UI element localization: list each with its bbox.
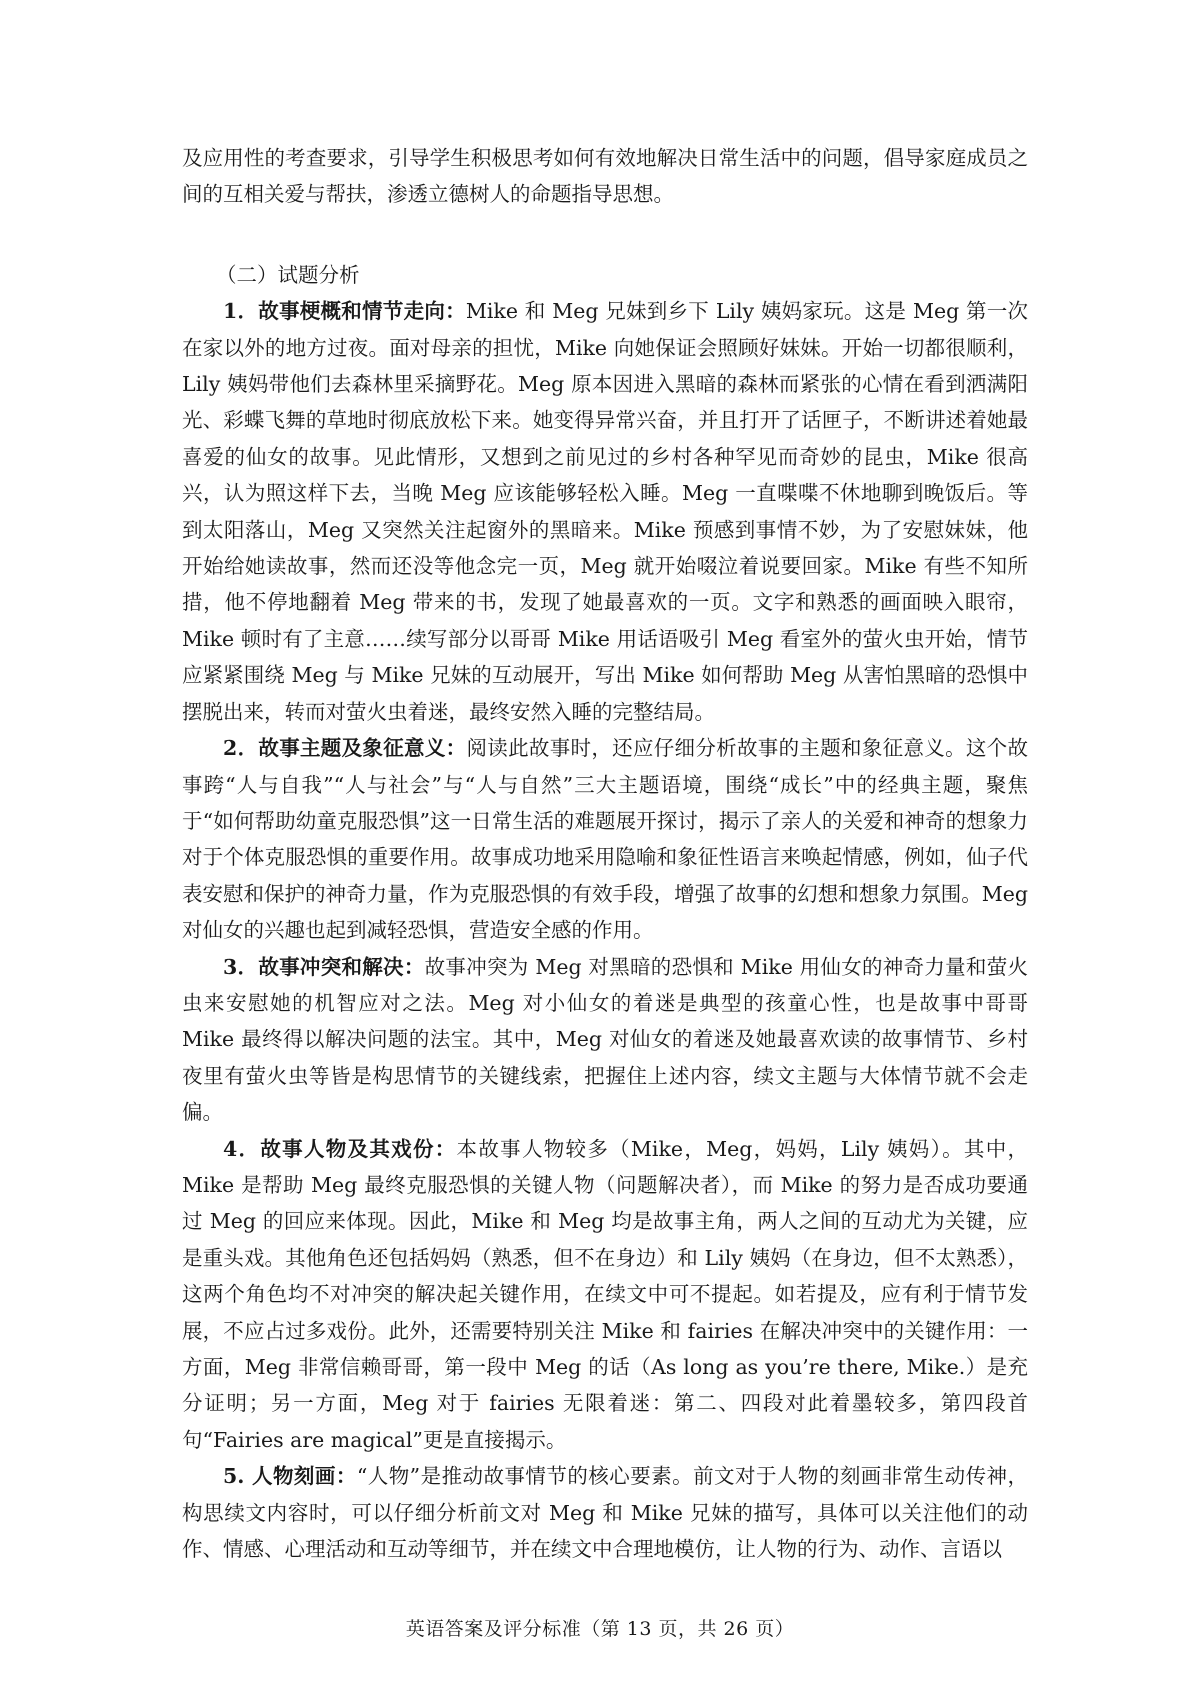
paragraph-1-lead: 1．故事梗概和情节走向： — [223, 299, 466, 324]
intro-paragraph: 及应用性的考查要求，引导学生积极思考如何有效地解决日常生活中的问题，倡导家庭成员之间的互相关爱与帮扶，渗透立德树人的命题指导思想。 — [182, 146, 1028, 207]
document-body — [182, 140, 1028, 1567]
paragraph-5-text: “人物”是推动故事情节的核心要素。前文对于人物的刻画非常生动传神，构思续文内容时，可以仔细分析前文对 Meg 和 Mike 兄妹的描写，具体可以关注他们的动作、情感、心理活动和互动等细节，并在续文中合理地模仿，让人物的行为、动作、言语以 — [182, 1464, 1028, 1562]
paragraph-5-lead: 5. 人物刻画： — [223, 1464, 357, 1489]
paragraph-4-lead: 4．故事人物及其戏份： — [223, 1136, 457, 1161]
section-title: （二）试题分析 — [216, 262, 360, 287]
paragraph-2-lead: 2．故事主题及象征意义： — [223, 736, 467, 761]
paragraph-4 — [182, 1131, 1028, 1459]
paragraph-1 — [182, 293, 1028, 730]
paragraph-3-lead: 3．故事冲突和解决： — [223, 954, 425, 979]
page-footer: 英语答案及评分标准（第 13 页，共 26 页） — [405, 1618, 795, 1640]
paragraph-2-text: 阅读此故事时，还应仔细分析故事的主题和象征意义。这个故事跨“人与自我”“人与社会”与“人与自然”三大主题语境，围绕“成长”中的经典主题，聚焦于“如何帮助幼童克服恐惧”这一日常生活的难题展开探讨，揭示了亲人的关爱和神奇的想象力对于个体克服恐惧的重要作用。故事成功地采用隐喻和象征性语言来唤起情感，例如，仙子代表安慰和保护的神奇力量，作为克服恐惧的有效手段，增强了故事的幻想和想象力氛围。Meg 对仙女的兴趣也起到减轻恐惧，营造安全感的作用。 — [182, 736, 1028, 943]
paragraph-2 — [182, 730, 1028, 948]
paragraph-1-text: Mike 和 Meg 兄妹到乡下 Lily 姨妈家玩。这是 Meg 第一次在家以外的地方过夜。面对母亲的担忧，Mike 向她保证会照顾好妹妹。开始一切都很顺利，Lily 姨妈带他们去森林里采摘野花。Meg 原本因进入黑暗的森林而紧张的心情在看到洒满阳光、彩蝶飞舞的草地时彻底放松下来。她变得异常兴奋，并且打开了话匣子，不断讲述着她最喜爱的仙女的故事。见此情形，又想到之前见过的乡村各种罕见而奇妙的昆虫，Mike 很高兴，认为照这样下去，当晚 Meg 应该能够轻松入睡。Meg 一直喋喋不休地聊到晚饭后。等到太阳落山，Meg 又突然关注起窗外的黑暗来。Mike 预感到事情不妙，为了安慰妹妹，他开始给她读故事，然而还没等他念完一页，Meg 就开始啜泣着说要回家。Mike 有些不知所措，他不停地翻着 Meg 带来的书，发现了她最喜欢的一页。文字和熟悉的画面映入眼帘，Mike 顿时有了主意……续写部分以哥哥 Mike 用话语吸引 Meg 看室外的萤火虫开始，情节应紧紧围绕 Meg 与 Mike 兄妹的互动展开，写出 Mike 如何帮助 Meg 从害怕黑暗的恐惧中摆脱出来，转而对萤火虫着迷，最终安然入睡的完整结局。 — [182, 299, 1028, 724]
paragraph-4-text: 本故事人物较多（Mike，Meg，妈妈，Lily 姨妈）。其中，Mike 是帮助 Meg 最终克服恐惧的关键人物（问题解决者），而 Mike 的努力是否成功要通过 Meg 的回应来体现。因此，Mike 和 Meg 均是故事主角，两人之间的互动尤为关键，应是重头戏。其他角色还包括妈妈（熟悉，但不在身边）和 Lily 姨妈（在身边，但不太熟悉），这两个角色均不对冲突的解决起关键作用，在续文中可不提起。如若提及，应有利于情节发展，不应占过多戏份。此外，还需要特别关注 Mike 和 fairies 在解决冲突中的关键作用：一方面，Meg 非常信赖哥哥，第一段中 Meg 的话（As long as you’re there, Mike.）是充分证明；另一方面，Meg 对于 fairies 无限着迷：第二、四段对此着墨较多，第四段首句“Fairies are magical”更是直接揭示。 — [182, 1136, 1029, 1452]
paragraph-3-text: 故事冲突为 Meg 对黑暗的恐惧和 Mike 用仙女的神奇力量和萤火虫来安慰她的机智应对之法。Meg 对小仙女的着迷是典型的孩童心性，也是故事中哥哥 Mike 最终得以解决问题的法宝。其中，Meg 对仙女的着迷及她最喜欢读的故事情节、乡村夜里有萤火虫等皆是构思情节的关键线索，把握住上述内容，续文主题与大体情节就不会走偏。 — [182, 954, 1028, 1125]
paragraph-5 — [182, 1458, 1028, 1567]
paragraph-3 — [182, 949, 1028, 1131]
